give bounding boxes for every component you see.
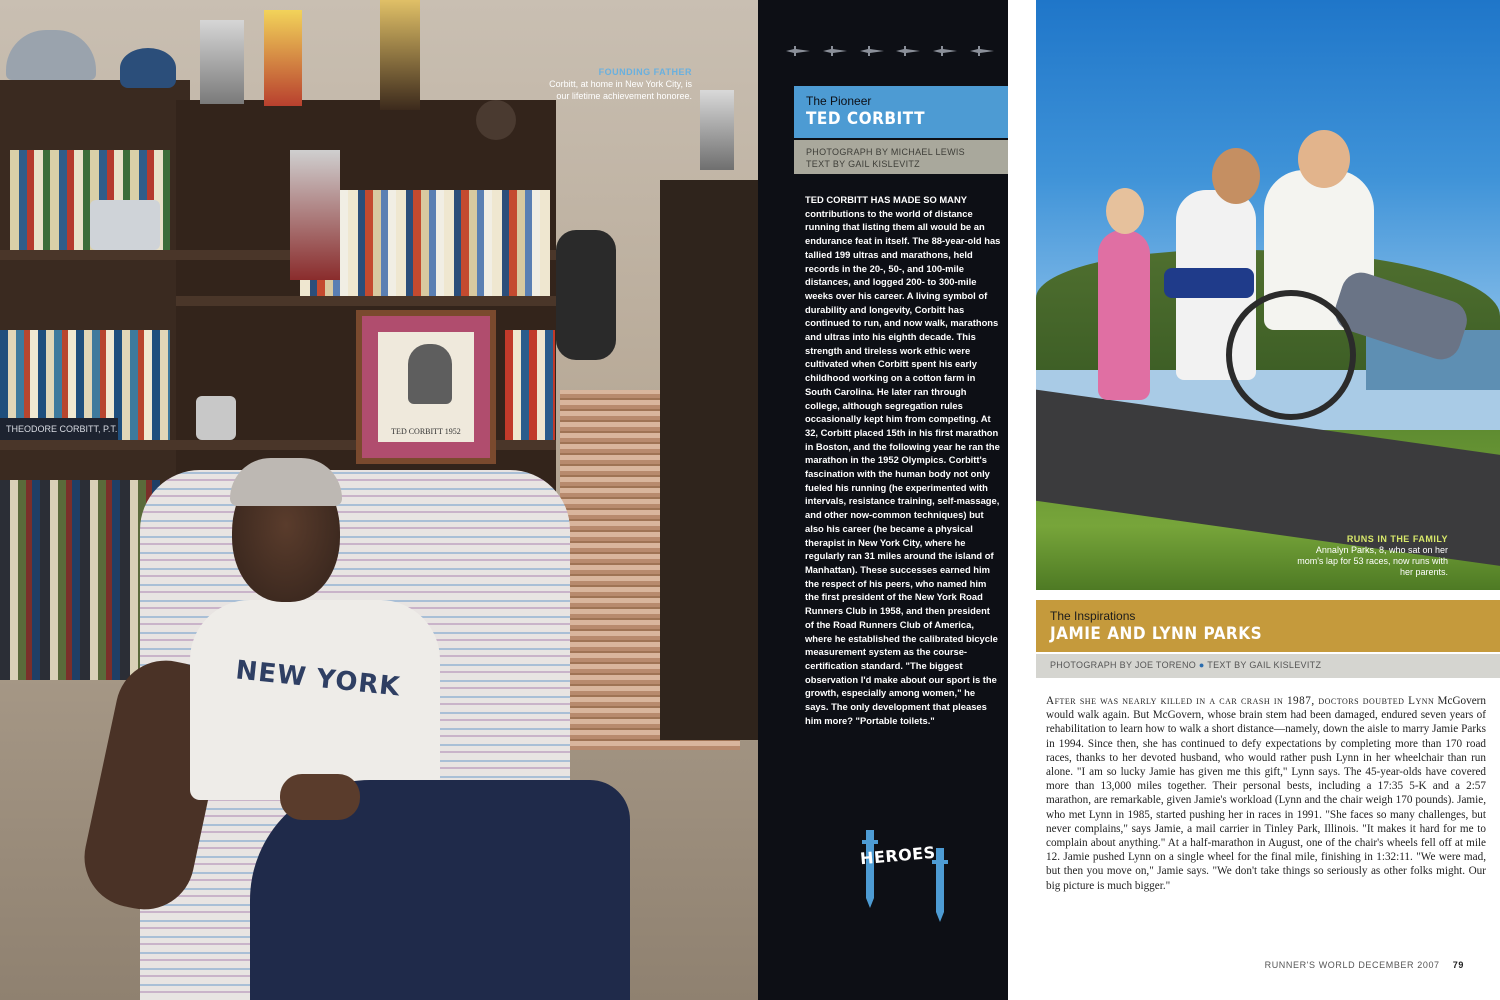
trophy (476, 100, 516, 140)
caption-text: Corbitt, at home in New York City, is our lifetime achievement honoree. (549, 79, 692, 101)
dagger-icon (970, 44, 996, 58)
person-hair (230, 458, 342, 506)
pioneer-kicker: The Pioneer (806, 94, 872, 108)
trophy (380, 0, 420, 110)
framed-portrait-caption: TED CORBITT 1952 (391, 427, 461, 436)
parks-family-photo (1036, 0, 1500, 590)
inspirations-title: JAMIE AND LYNN PARKS (1050, 624, 1263, 644)
runner-sketch (408, 344, 452, 404)
article-lead-in: After she was nearly killed in a car crash in 1987, doctors doubted Lynn (1046, 695, 1435, 707)
text-credit: TEXT BY GAIL KISLEVITZ (1207, 660, 1322, 670)
man-shorts (1164, 268, 1254, 298)
woman-head (1298, 130, 1350, 188)
dagger-icon (933, 44, 959, 58)
photo-caption-founding-father (542, 66, 692, 102)
wall-shelf (660, 180, 758, 740)
girl-head (1106, 188, 1144, 234)
trophy (264, 10, 302, 106)
bullet-dot-icon: ● (1198, 660, 1208, 670)
pioneer-heading-band (794, 86, 1008, 138)
page-number: 79 (1452, 960, 1464, 970)
pioneer-credits (794, 140, 1008, 174)
person-hands (280, 774, 360, 820)
heroes-logo-text: HEROES (859, 842, 937, 869)
inspirations-credits (1036, 654, 1500, 678)
book-row (0, 480, 160, 680)
trophy (290, 150, 340, 280)
dagger-icon (786, 44, 812, 58)
dagger-icon (860, 44, 886, 58)
page-folio (1265, 960, 1464, 970)
man-head (1212, 148, 1260, 204)
wheelchair-wheel (1226, 290, 1356, 420)
shelf-board (176, 296, 556, 306)
photo-credit: PHOTOGRAPH BY JOE TORENO (1050, 660, 1197, 670)
dagger-ornament-row (786, 40, 996, 62)
framed-portrait-inner (378, 332, 474, 442)
caption-text: Annalyn Parks, 8, who sat on her mom's lap for 53 races, now runs with her parents. (1297, 545, 1448, 577)
dagger-icon (823, 44, 849, 58)
photo-caption-runs-in-family (1288, 534, 1448, 578)
framed-runner-portrait (356, 310, 496, 464)
plaque (556, 230, 616, 360)
trophy (90, 200, 160, 250)
trophy (6, 30, 96, 80)
heroes-dagger-logo-icon (856, 828, 966, 923)
publication-name: RUNNER'S WORLD (1264, 960, 1356, 970)
nameplate: THEODORE CORBITT, P.T. (0, 418, 118, 440)
trophy (700, 90, 734, 170)
girl-runner (1098, 230, 1150, 400)
pioneer-article-body: TED CORBITT HAS MADE SO MANY contributions to the world of distance running that listing them all would be an endurance feat in itself. The 88-year-old has tallied 199 ultras and marathons, held records in the 20-, 50-, and 100-mile distances, and logged 200- to 300-mile weeks over his career. A living symbol of durability and longevity, Corbitt has continued to run, and now walk, marathons and ultras into his eighth decade. This strength and tireless work ethic were cultivated when Corbitt spent his early childhood working on a cotton farm in South Carolina. He later ran through college, although segregation rules occasionally kept him from competing. At 32, Corbitt placed 15th in his first marathon in Boston, and the following year he ran the marathon in the 1952 Olympics. Corbitt's fascination with the human body not only fueled his running (he experimented with intervals, resistance training, self-massage, and other now-common techniques) but also his career (he became a physical therapist in New York City, where he regularly ran 31 miles around the island of Manhattan). These successes earned him the respect of his peers, who named him the first president of the New York Road Runners Club in 1958, and then president of the Road Runners Club of America, where he established the calibrated bicycle measurement system as the course-certification standard. "The biggest observation I'd make about our sport is the growth, especially among women," he says. The only development that pleases him more? "Portable toilets." (805, 194, 1001, 726)
inspirations-article-body (1046, 694, 1486, 893)
inspirations-kicker: The Inspirations (1050, 609, 1136, 623)
trophy (200, 20, 244, 104)
shirt-text: NEW YORK (234, 655, 402, 703)
photo-credit: PHOTOGRAPH BY MICHAEL LEWIS (806, 147, 965, 157)
text-credit: TEXT BY GAIL KISLEVITZ (806, 159, 920, 169)
issue-date: DECEMBER 2007 (1358, 960, 1440, 970)
dagger-icon (896, 44, 922, 58)
pioneer-title: TED CORBITT (806, 109, 926, 129)
article-text: McGovern would walk again. But McGovern, whose brain stem had been damaged, endured seven years of rehabilitation to learn how to walk a short distance—namely, down the aisle to marry Jamie Parks in 1994. Since then, she has continued to defy expectations by completing more than 170 road races, thanks to her devoted husband, who would rather push Lynn in her wheelchair than run alone. "I am so lucky Jamie has given me this gift," Lynn says. The 45-year-olds have covered more than 13,000 miles together. Their personal bests, including a 17:35 5-K and a 2:57 marathon, are remarkable, given Jamie's workload (Lynn and the chair weigh 170 pounds). Jamie, who met Lynn in 1985, started pushing her in races in 1991. "She faces so many challenges, but never complains," says Jamie, a mail carrier in Tinley Park, Illinois. "It makes it hard for me to complain about anything." At a half-marathon in August, one of the chair's wheels fell off at mile 12. Jamie pushed Lynn on a single wheel for the final mile, finishing in 1:32:11. "We were mad, but then you move on," Jamie says. "We don't take things so seriously as other folks might. Our big picture is much bigger." (1046, 695, 1486, 892)
caption-heading: FOUNDING FATHER (598, 67, 692, 77)
book-row (505, 330, 555, 440)
trophy (120, 48, 176, 88)
caption-heading: RUNS IN THE FAMILY (1346, 534, 1448, 544)
trophy (196, 396, 236, 440)
inspirations-heading-band (1036, 600, 1500, 652)
